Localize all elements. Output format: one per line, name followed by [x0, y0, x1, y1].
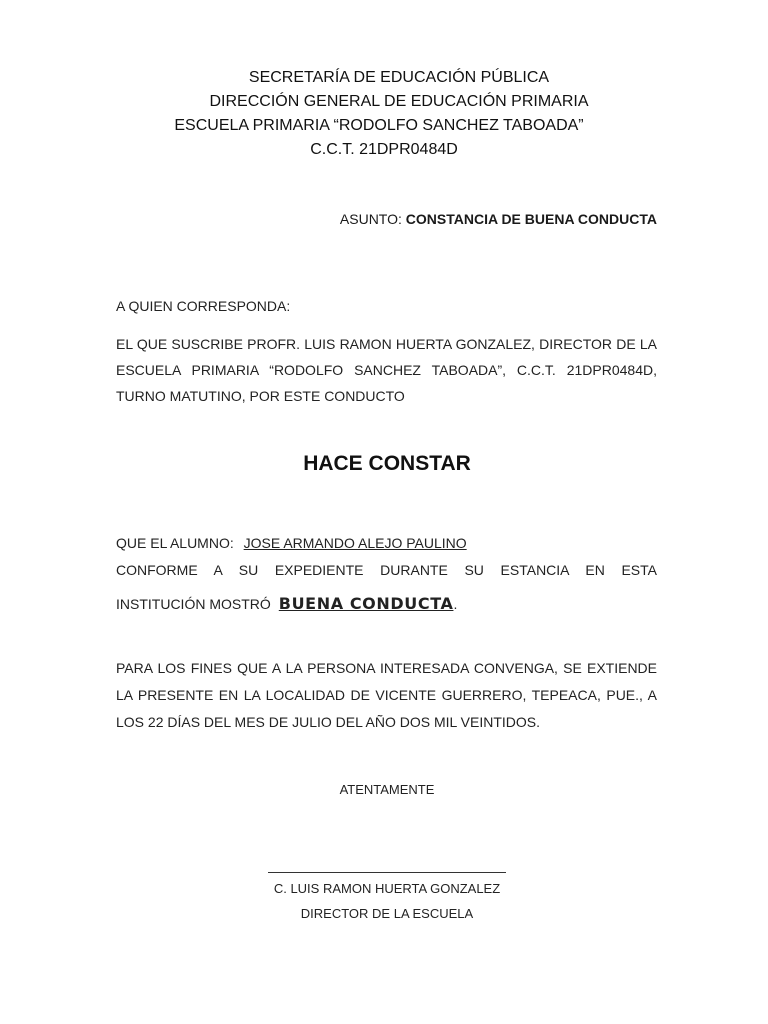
closing: ATENTAMENTE [339, 782, 435, 797]
header-direccion: DIRECCIÓN GENERAL DE EDUCACIÓN PRIMARIA [209, 93, 589, 110]
signatory-role: DIRECTOR DE LA ESCUELA [300, 906, 474, 921]
subject-line [340, 211, 657, 227]
certify-title: HACE CONSTAR [303, 452, 471, 475]
header-secretaria: SECRETARÍA DE EDUCACIÓN PÚBLICA [248, 69, 550, 86]
conduct-text: INSTITUCIÓN MOSTRÓ [116, 596, 271, 612]
subject-label: ASUNTO: [339, 211, 406, 227]
record-statement: CONFORME A SU EXPEDIENTE DURANTE SU ESTANCIA EN ESTA [116, 562, 657, 578]
salutation: A QUIEN CORRESPONDA: [116, 298, 291, 314]
conduct-highlight: BUENA CONDUCTA [278, 594, 454, 613]
header-cct: C.C.T. 21DPR0484D [310, 141, 458, 158]
letterhead [0, 66, 768, 162]
signatory-name: C. LUIS RAMON HUERTA GONZALEZ [273, 881, 501, 896]
header-escuela: ESCUELA PRIMARIA “RODOLFO SANCHEZ TABOADA” [174, 117, 584, 134]
student-label: QUE EL ALUMNO: [116, 535, 234, 551]
conduct-statement [116, 594, 657, 613]
purpose-paragraph: PARA LOS FINES QUE A LA PERSONA INTERESADA CONVENGA, SE EXTIENDE LA PRESENTE EN LA LOCALIDAD DE VICENTE GUERRERO, TEPEACA, PUE., A LOS 22 DÍAS DEL MES DE JULIO DEL AÑO DOS MIL VEINTIDOS. [116, 660, 657, 730]
conduct-end: . [453, 596, 458, 612]
student-name: JOSE ARMANDO ALEJO PAULINO [243, 535, 467, 551]
intro-paragraph: EL QUE SUSCRIBE PROFR. LUIS RAMON HUERTA GONZALEZ, DIRECTOR DE LA ESCUELA PRIMARIA “RODOLFO SANCHEZ TABOADA”, C.C.T. 21DPR0484D, TURNO MATUTINO, POR ESTE CONDUCTO [116, 336, 657, 404]
subject-value: CONSTANCIA DE BUENA CONDUCTA [405, 211, 657, 227]
signature-line [268, 872, 506, 873]
student-line [116, 535, 657, 551]
